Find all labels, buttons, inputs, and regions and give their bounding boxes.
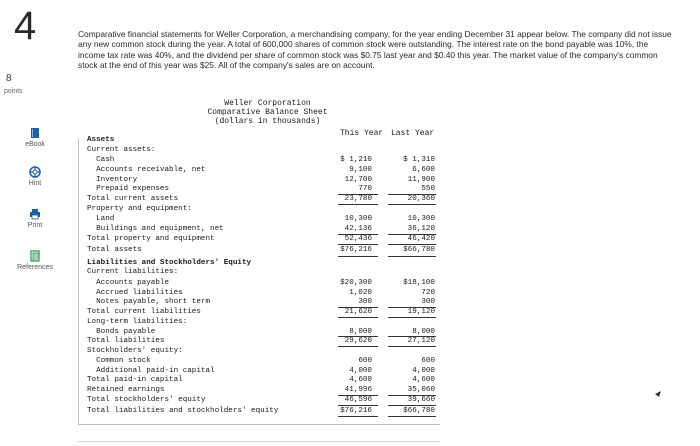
col-this-year: This Year — [340, 129, 384, 138]
row-label: Current assets: — [87, 146, 156, 154]
table-row — [87, 307, 437, 317]
row-label: Total property and equipment — [87, 235, 215, 243]
row-label: Current liabilities: — [87, 268, 179, 276]
sidebar-item-label: Hint — [28, 180, 42, 187]
points-value: 8 — [6, 73, 12, 84]
total-rule — [388, 416, 436, 417]
total-rule — [388, 336, 436, 337]
row-label: Total liabilities and stockholders' equity — [87, 407, 279, 415]
print-icon — [29, 208, 41, 220]
this-year-value: 4,000 — [349, 367, 372, 375]
this-year-value: $76,216 — [340, 246, 372, 254]
table-row — [87, 406, 437, 416]
col-last-year: Last Year — [391, 129, 435, 138]
total-rule — [338, 336, 378, 337]
points-label: points — [4, 88, 23, 95]
last-year-value: 6,600 — [412, 166, 435, 174]
last-year-value: 8,000 — [412, 328, 435, 336]
this-year-value: 52,436 — [344, 235, 372, 243]
table-row — [87, 194, 437, 204]
last-year-value: 11,900 — [407, 176, 435, 184]
sidebar-item-print[interactable] — [2, 208, 68, 229]
row-label: Long-term liabilities: — [87, 318, 188, 326]
table-divider — [78, 441, 440, 442]
total-rule — [338, 405, 378, 406]
row-label: Cash — [87, 156, 115, 164]
this-year-value: 21,620 — [344, 308, 372, 316]
this-year-value: $76,216 — [340, 407, 372, 415]
last-year-value: 10,300 — [407, 215, 435, 223]
statement-name: Comparative Balance Sheet — [207, 108, 328, 117]
table-row — [87, 245, 437, 255]
balance-sheet-title — [180, 99, 355, 126]
last-year-value: 35,060 — [407, 386, 435, 394]
last-year-value: 19,120 — [407, 308, 435, 316]
sidebar-item-label: Print — [27, 222, 43, 229]
last-year-value: 4,600 — [412, 376, 435, 384]
last-year-value: 39,660 — [407, 396, 435, 404]
table-row — [87, 214, 437, 224]
row-label: Prepaid expenses — [87, 185, 170, 193]
table-row — [87, 184, 437, 194]
company-name: Weller Corporation — [224, 99, 311, 108]
table-row — [87, 204, 437, 214]
this-year-value: 300 — [358, 298, 372, 306]
this-year-value: 23,780 — [344, 195, 372, 203]
sidebar-item-ebook[interactable] — [2, 127, 68, 148]
total-rule — [388, 346, 436, 347]
last-year-value: $66,780 — [403, 407, 435, 415]
question-number: 4 — [14, 4, 37, 48]
this-year-value: 1,020 — [349, 289, 372, 297]
last-year-value: 300 — [421, 298, 435, 306]
table-row — [87, 234, 437, 244]
this-year-value: 41,996 — [344, 386, 372, 394]
row-label: Accrued liabilities — [87, 289, 183, 297]
total-rule — [338, 256, 378, 257]
total-rule — [388, 234, 436, 235]
this-year-value: 29,620 — [344, 337, 372, 345]
ebook-icon — [29, 127, 41, 139]
this-year-value: 10,300 — [344, 215, 372, 223]
table-row — [87, 135, 437, 145]
last-year-value: 550 — [421, 185, 435, 193]
total-rule — [388, 194, 436, 195]
units-note: (dollars in thousands) — [214, 117, 321, 126]
row-label: Accounts receivable, net — [87, 166, 206, 174]
table-divider — [78, 424, 440, 425]
this-year-value: 46,596 — [344, 396, 372, 404]
this-year-value: 8,000 — [349, 328, 372, 336]
row-label: Stockholders' equity: — [87, 347, 183, 355]
sidebar-item-hint[interactable] — [2, 166, 68, 187]
sidebar-item-label: eBook — [25, 141, 45, 148]
this-year-value: 770 — [358, 185, 372, 193]
row-label: Total current liabilities — [87, 308, 201, 316]
total-rule — [338, 234, 378, 235]
row-label: Total stockholders' equity — [87, 396, 206, 404]
this-year-value: 42,136 — [344, 225, 372, 233]
last-year-value: 4,000 — [412, 367, 435, 375]
sidebar-item-label: References — [17, 264, 53, 271]
table-row — [87, 356, 437, 366]
total-rule — [388, 204, 436, 205]
row-label: Bonds payable — [87, 328, 156, 336]
row-label: Notes payable, short term — [87, 298, 211, 306]
total-rule — [338, 317, 378, 318]
table-row — [87, 224, 437, 234]
total-rule — [338, 194, 378, 195]
total-rule — [388, 395, 436, 396]
sidebar-item-references[interactable] — [2, 250, 68, 271]
row-label: Retained earnings — [87, 386, 165, 394]
row-label: Land — [87, 215, 115, 223]
hint-icon — [29, 166, 41, 178]
table-row — [87, 336, 437, 346]
total-rule — [338, 244, 378, 245]
row-label: Liabilities and Stockholders' Equity — [87, 259, 252, 267]
row-label: Common stock — [87, 357, 151, 365]
total-rule — [388, 307, 436, 308]
this-year-value: 4,600 — [349, 376, 372, 384]
table-row — [87, 278, 437, 288]
table-row — [87, 346, 437, 356]
total-rule — [388, 317, 436, 318]
last-year-value: 600 — [421, 357, 435, 365]
row-label: Accounts payable — [87, 279, 170, 287]
references-icon — [29, 250, 41, 262]
row-label: Assets — [87, 136, 115, 144]
row-label: Total current assets — [87, 195, 179, 203]
total-rule — [338, 395, 378, 396]
row-label: Inventory — [87, 176, 138, 184]
row-label: Total paid-in capital — [87, 376, 183, 384]
question-prompt: Comparative financial statements for Weller Corporation, a merchandising company, for the year ending December 31 appear below. The company did not issue any new common stock during the year. A total of 600,000 shares of common stock were outstanding. The interest rate on the bond payable was 10%, the income tax rate was 40%, and the dividend per share of common stock was $0.75 last year and $0.40 this year. The market value of the company's common stock at the end of this year was $25. All of the company's sales are on account. — [78, 29, 672, 71]
table-row — [87, 375, 437, 385]
row-label: Total assets — [87, 246, 142, 254]
table-row — [87, 297, 437, 307]
this-year-value: 9,100 — [349, 166, 372, 174]
total-rule — [338, 307, 378, 308]
row-label: Property and equipment: — [87, 205, 192, 213]
last-year-value: 20,360 — [407, 195, 435, 203]
this-year-value: 12,700 — [344, 176, 372, 184]
last-year-value: 720 — [421, 289, 435, 297]
total-rule — [338, 346, 378, 347]
table-row — [87, 267, 437, 277]
table-row — [87, 145, 437, 155]
this-year-value: 600 — [358, 357, 372, 365]
last-year-value: $ 1,310 — [403, 156, 435, 164]
last-year-value: 36,120 — [407, 225, 435, 233]
row-label: Buildings and equipment, net — [87, 225, 224, 233]
last-year-value: 27,120 — [407, 337, 435, 345]
total-rule — [338, 416, 378, 417]
table-row — [87, 155, 437, 165]
last-year-value: $66,780 — [403, 246, 435, 254]
table-row — [87, 395, 437, 405]
cursor-arrow-icon — [654, 390, 662, 398]
row-label: Additional paid-in capital — [87, 367, 215, 375]
row-label: Total liabilities — [87, 337, 165, 345]
this-year-value: $20,300 — [340, 279, 372, 287]
last-year-value: $18,100 — [403, 279, 435, 287]
total-rule — [388, 405, 436, 406]
table-border — [78, 139, 79, 425]
last-year-value: 46,420 — [407, 235, 435, 243]
total-rule — [388, 244, 436, 245]
table-row — [87, 317, 437, 327]
table-row — [87, 385, 437, 395]
total-rule — [388, 256, 436, 257]
this-year-value: $ 1,210 — [340, 156, 372, 164]
total-rule — [338, 204, 378, 205]
table-row — [87, 165, 437, 175]
